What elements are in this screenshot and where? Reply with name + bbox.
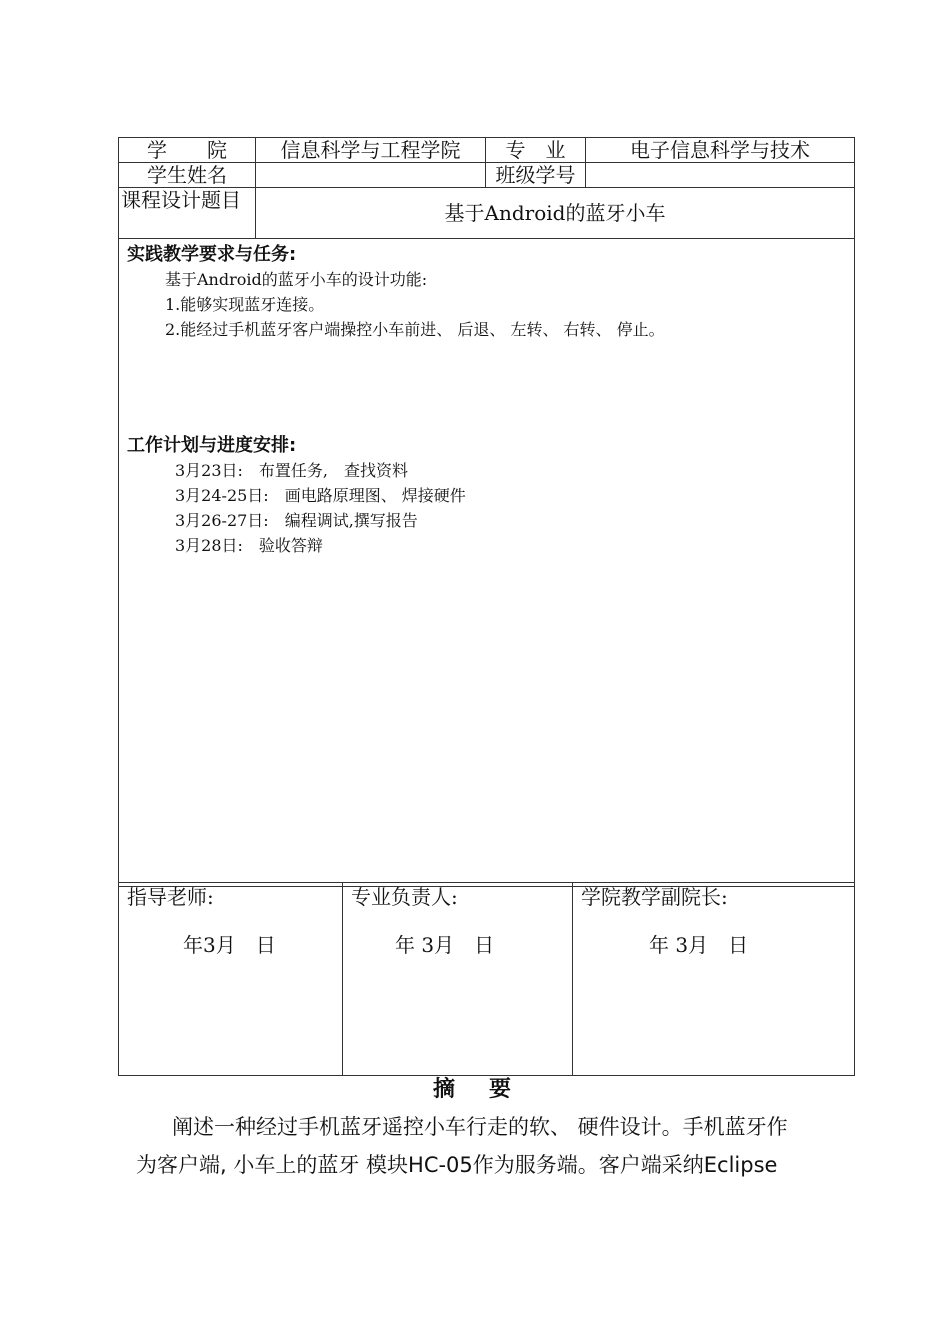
content-cell bbox=[119, 239, 855, 887]
advisor-signature-cell bbox=[119, 883, 343, 1076]
class-id-value bbox=[586, 163, 855, 188]
schedule-item: 3月26-27日: 编程调试,撰写报告 bbox=[175, 511, 418, 530]
abstract-body bbox=[136, 1108, 860, 1184]
major-head-date: 年 3月 日 bbox=[395, 933, 495, 957]
dean-date: 年 3月 日 bbox=[649, 933, 749, 957]
topic-label: 课程设计题目 bbox=[119, 188, 256, 239]
content-row bbox=[119, 239, 855, 887]
student-name-label: 学生姓名 bbox=[119, 163, 256, 188]
signature-table bbox=[118, 882, 855, 1076]
dean-label: 学院教学副院长: bbox=[581, 885, 728, 909]
major-label: 专 业 bbox=[486, 138, 586, 163]
course-design-form bbox=[118, 137, 855, 887]
abstract-line: 阐述一种经过手机蓝牙遥控小车行走的软、 硬件设计。手机蓝牙作 bbox=[172, 1115, 788, 1139]
college-label: 学 院 bbox=[119, 138, 256, 163]
schedule-item: 3月23日: 布置任务, 查找资料 bbox=[175, 461, 409, 480]
advisor-date: 年3月 日 bbox=[183, 933, 276, 957]
major-head-signature-cell bbox=[343, 883, 573, 1076]
college-value: 信息科学与工程学院 bbox=[256, 138, 486, 163]
student-row bbox=[119, 163, 855, 188]
schedule-item: 3月28日: 验收答辩 bbox=[175, 536, 323, 555]
student-name-value bbox=[256, 163, 486, 188]
class-id-label: 班级学号 bbox=[486, 163, 586, 188]
requirements-heading: 实践教学要求与任务: bbox=[127, 244, 297, 265]
requirements-intro: 基于Android的蓝牙小车的设计功能: bbox=[165, 270, 428, 289]
signature-row bbox=[119, 883, 855, 1076]
abstract-line: 为客户端, 小车上的蓝牙 模块HC-05作为服务端。客户端采纳Eclipse bbox=[136, 1153, 778, 1177]
abstract-title: 摘 要 bbox=[432, 1077, 517, 1102]
schedule-heading: 工作计划与进度安排: bbox=[127, 435, 297, 456]
college-row bbox=[119, 138, 855, 163]
spacer bbox=[127, 342, 854, 434]
topic-value: 基于Android的蓝牙小车 bbox=[256, 188, 855, 239]
major-head-label: 专业负责人: bbox=[351, 885, 458, 909]
major-value: 电子信息科学与技术 bbox=[586, 138, 855, 163]
dean-signature-cell bbox=[573, 883, 855, 1076]
schedule-item: 3月24-25日: 画电路原理图、 焊接硬件 bbox=[175, 486, 466, 505]
requirement-item: 1.能够实现蓝牙连接。 bbox=[165, 295, 325, 314]
requirement-item: 2.能经过手机蓝牙客户端操控小车前进、 后退、 左转、 右转、 停止。 bbox=[165, 320, 665, 339]
topic-row bbox=[119, 188, 855, 239]
advisor-label: 指导老师: bbox=[127, 885, 214, 909]
